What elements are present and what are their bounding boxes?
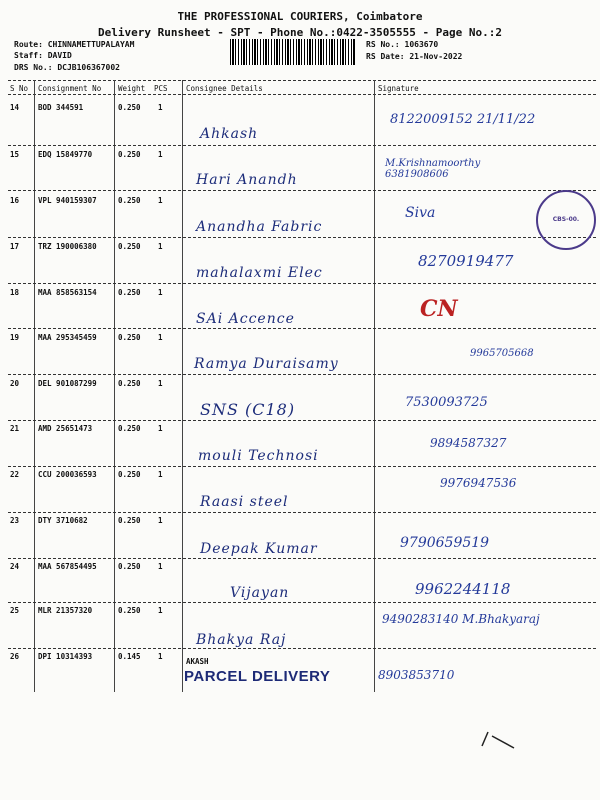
consignee-name: Ramya Duraisamy <box>194 356 339 372</box>
row-weight: 0.250 <box>118 562 141 571</box>
row-sno: 25 <box>10 606 20 615</box>
consignee-name: SAi Accence <box>196 311 295 327</box>
staff-label: Staff: DAVID <box>14 51 72 60</box>
consignee-name: mouli Technosi <box>198 448 319 464</box>
signature: 8903853710 <box>378 668 455 682</box>
signature: CN <box>420 296 458 322</box>
consignee-name: Vijayan <box>230 585 290 601</box>
row-pcs: 1 <box>158 288 163 297</box>
signature: 9790659519 <box>400 535 490 551</box>
row-pcs: 1 <box>158 103 163 112</box>
row-pcs: 1 <box>158 516 163 525</box>
signature: Siva <box>405 205 436 221</box>
row-weight: 0.145 <box>118 652 141 661</box>
row-weight: 0.250 <box>118 288 141 297</box>
col-sno: S No <box>10 84 29 93</box>
row-weight: 0.250 <box>118 424 141 433</box>
row-consignment: BOD 344591 <box>38 103 84 112</box>
row-consignment: CCU 200036593 <box>38 470 97 479</box>
row-pcs: 1 <box>158 470 163 479</box>
col-pcs: PCS <box>154 84 168 93</box>
row-weight: 0.250 <box>118 470 141 479</box>
signature: M.Krishnamoorthy 6381908606 <box>385 158 481 180</box>
company-title: THE PROFESSIONAL COURIERS, Coimbatore <box>177 10 423 23</box>
row-sno: 26 <box>10 652 20 661</box>
barcode <box>230 39 355 65</box>
row-pcs: 1 <box>158 242 163 251</box>
consignee-name: Ahkash <box>200 126 259 142</box>
consignee-name: SNS (C18) <box>200 400 296 419</box>
signature: 7530093725 <box>405 395 488 410</box>
row-pcs: 1 <box>158 379 163 388</box>
route-label: Route: CHINNAMETTUPALAYAM <box>14 40 135 49</box>
row-weight: 0.250 <box>118 242 141 251</box>
row-consignment: MAA 567854495 <box>38 562 97 571</box>
parcel-delivery-stamp: PARCEL DELIVERY <box>184 668 331 685</box>
row-sno: 14 <box>10 103 20 112</box>
col-signature: Signature <box>378 84 419 93</box>
row-pcs: 1 <box>158 333 163 342</box>
row-consignment: MLR 21357320 <box>38 606 93 615</box>
row-pcs: 1 <box>158 150 163 159</box>
signature: 9976947536 <box>440 476 517 490</box>
row-pcs: 1 <box>158 606 163 615</box>
row-weight: 0.250 <box>118 333 141 342</box>
row-weight: 0.250 <box>118 379 141 388</box>
courier-stamp: CBS-00. <box>536 190 596 250</box>
row-consignment: DTY 3710682 <box>38 516 88 525</box>
row-sno: 22 <box>10 470 20 479</box>
row-consignment: EDQ 15849770 <box>38 150 93 159</box>
row-sno: 21 <box>10 424 20 433</box>
row-consignment: DEL 901087299 <box>38 379 97 388</box>
row-consignment: VPL 940159307 <box>38 196 97 205</box>
consignee-name: Bhakya Raj <box>196 632 287 648</box>
row-consignment: MAA 858563154 <box>38 288 97 297</box>
row-weight: 0.250 <box>118 103 141 112</box>
col-consignee: Consignee Details <box>186 84 263 93</box>
consignee-name: Raasi steel <box>200 494 289 510</box>
row-weight: 0.250 <box>118 196 141 205</box>
row-sno: 18 <box>10 288 20 297</box>
rs-number: RS No.: 1063670 <box>366 40 439 49</box>
row-pcs: 1 <box>158 652 163 661</box>
row-sno: 20 <box>10 379 20 388</box>
signature: 9962244118 <box>415 580 511 598</box>
row-pcs: 1 <box>158 196 163 205</box>
consignee-name: Deepak Kumar <box>200 541 318 557</box>
row-weight: 0.250 <box>118 516 141 525</box>
row-sno: 23 <box>10 516 20 525</box>
row-pcs: 1 <box>158 424 163 433</box>
row-sno: 24 <box>10 562 20 571</box>
col-weight: Weight <box>118 84 146 93</box>
consignee-name: AKASH <box>186 657 209 666</box>
consignee-name: Hari Anandh <box>196 172 298 188</box>
consignee-name: mahalaxmi Elec <box>196 265 323 281</box>
row-consignment: DPI 10314393 <box>38 652 93 661</box>
signature: 8270919477 <box>418 252 514 270</box>
row-consignment: MAA 295345459 <box>38 333 97 342</box>
signature: 9965705668 <box>470 348 534 359</box>
row-weight: 0.250 <box>118 150 141 159</box>
row-sno: 16 <box>10 196 20 205</box>
runsheet-subtitle: Delivery Runsheet - SPT - Phone No.:0422-3505555 - Page No.:2 <box>98 26 502 39</box>
row-weight: 0.250 <box>118 606 141 615</box>
rs-date: RS Date: 21-Nov-2022 <box>366 52 463 61</box>
signature: 9894587327 <box>430 436 507 450</box>
row-consignment: AMD 25651473 <box>38 424 93 433</box>
row-sno: 17 <box>10 242 20 251</box>
row-consignment: TRZ 190006380 <box>38 242 97 251</box>
pen-mark <box>478 728 518 752</box>
consignee-name: Anandha Fabric <box>196 219 323 235</box>
signature: 9490283140 M.Bhakyaraj <box>382 612 540 626</box>
signature: 8122009152 21/11/22 <box>390 112 536 127</box>
drs-label: DRS No.: DCJB106367002 <box>14 63 120 72</box>
col-consignment: Consignment No <box>38 84 102 93</box>
row-sno: 15 <box>10 150 20 159</box>
row-pcs: 1 <box>158 562 163 571</box>
row-sno: 19 <box>10 333 20 342</box>
